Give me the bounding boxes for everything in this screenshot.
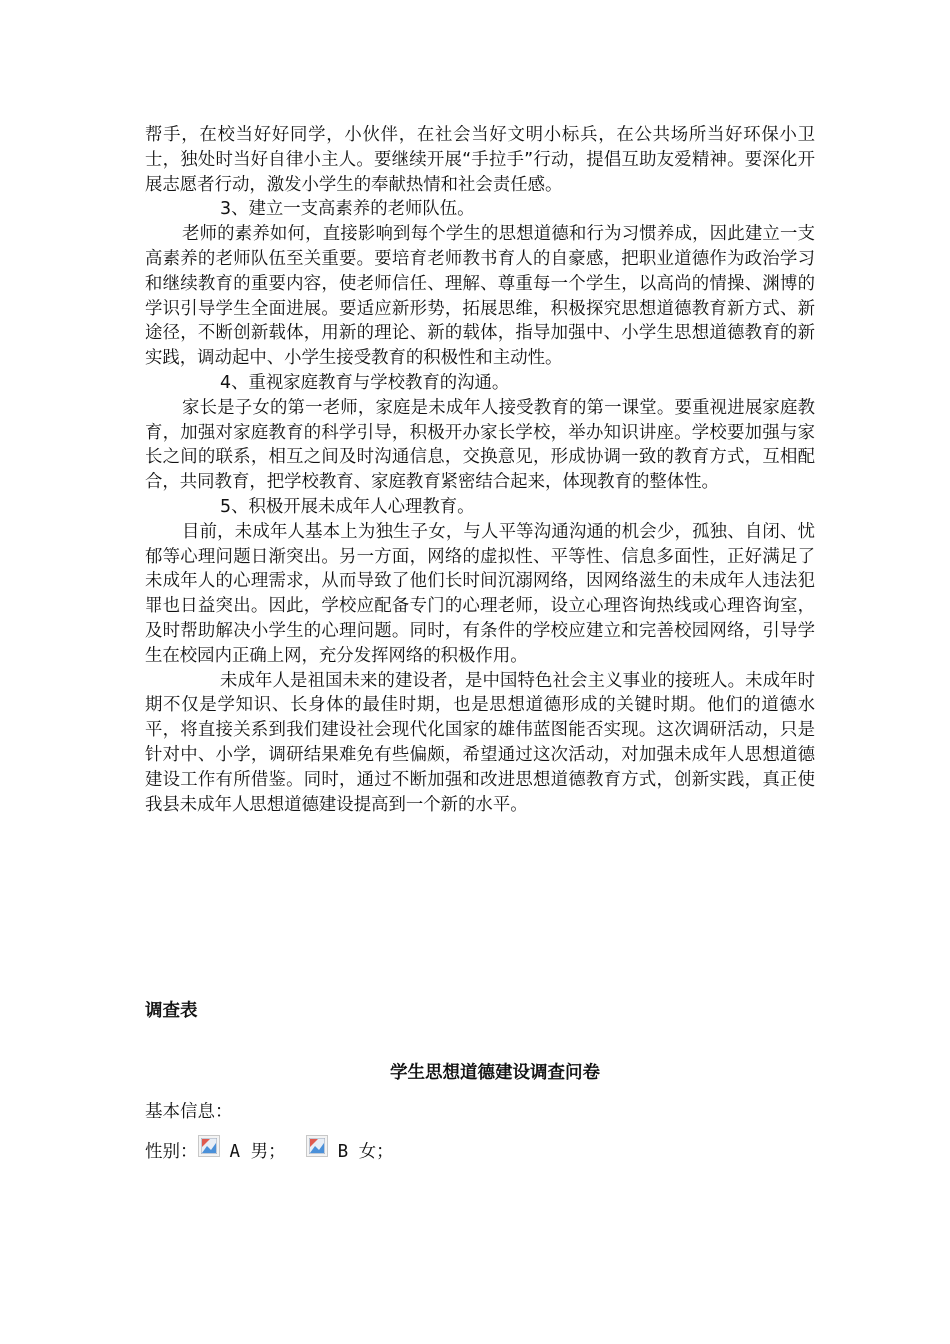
paragraph: 帮手，在校当好好同学，小伙伴，在社会当好文明小标兵，在公共场所当好环保小卫士，独处时当好自律小主人。要继续开展“手拉手”行动，提倡互助友爱精神。要深化开展志愿者行动，激发小学生的奉献热情和社会责任感。 [145,125,815,195]
option-male: A 男； [229,1142,286,1162]
gender-question [145,1133,414,1163]
broken-image-icon[interactable] [306,1135,328,1157]
gender-label: 性别： [145,1142,198,1162]
basic-info-label: 基本信息： [145,1102,233,1122]
option-female: B 女； [337,1142,394,1162]
paragraph: 老师的素养如何，直接影响到每个学生的思想道德和行为习惯养成，因此建立一支高素养的老师队伍至关重要。要培育老师教书育人的自豪感，把职业道德作为政治学习和继续教育的重要内容，使老师信任、理解、尊重每一个学生，以高尚的情操、渊博的学识引导学生全面进展。要适应新形势，拓展思维，积极探究思想道德教育新方式、新途径，不断创新载体，用新的理论、新的载体，指导加强中、小学生思想道德教育的新实践，调动起中、小学生接受教育的积极性和主动性。 [145,224,815,369]
section-heading: 5、积极开展未成年人心理教育。 [220,496,475,517]
conclusion-paragraph: 未成年人是祖国未来的建设者，是中国特色社会主义事业的接班人。未成年时期不仅是学知识、长身体的最佳时期，也是思想道德形成的关键时期。他们的道德水平，将直接关系到我们建设社会现代化国家的雄伟蓝图能否实现。这次调研活动，只是针对中、小学，调研结果难免有些偏颇，希望通过这次活动，对加强未成年人思想道德建设工作有所借鉴。同时，通过不断加强和改进思想道德教育方式，创新实践，真正使我县未成年人思想道德建设提高到一个新的水平。 [145,670,815,815]
report-body [145,123,815,817]
paragraph: 目前，未成年人基本上为独生子女，与人平等沟通沟通的机会少，孤独、自闭、忧郁等心理问题日渐突出。另一方面，网络的虚拟性、平等性、信息多面性，正好满足了未成年人的心理需求，从而导致了他们长时间沉溺网络，因网络滋生的未成年人违法犯罪也日益突出。因此，学校应配备专门的心理老师，设立心理咨询热线或心理咨询室，及时帮助解决小学生的心理问题。同时，有条件的学校应建立和完善校园网络，引导学生在校园内正确上网，充分发挥网络的积极作用。 [145,521,815,666]
section-label: 调查表 [145,1001,198,1021]
questionnaire-title: 学生思想道德建设调查问卷 [390,1063,600,1083]
broken-image-icon[interactable] [198,1135,220,1157]
section-heading: 4、重视家庭教育与学校教育的沟通。 [220,372,510,393]
section-heading: 3、建立一支高素养的老师队伍。 [220,199,475,220]
paragraph: 家长是子女的第一老师，家庭是未成年人接受教育的第一课堂。要重视进展家庭教育，加强对家庭教育的科学引导，积极开办家长学校，举办知识讲座。学校要加强与家长之间的联系，相互之间及时沟通信息，交换意见，形成协调一致的教育方式，互相配合，共同教育，把学校教育、家庭教育紧密结合起来，体现教育的整体性。 [145,397,815,493]
